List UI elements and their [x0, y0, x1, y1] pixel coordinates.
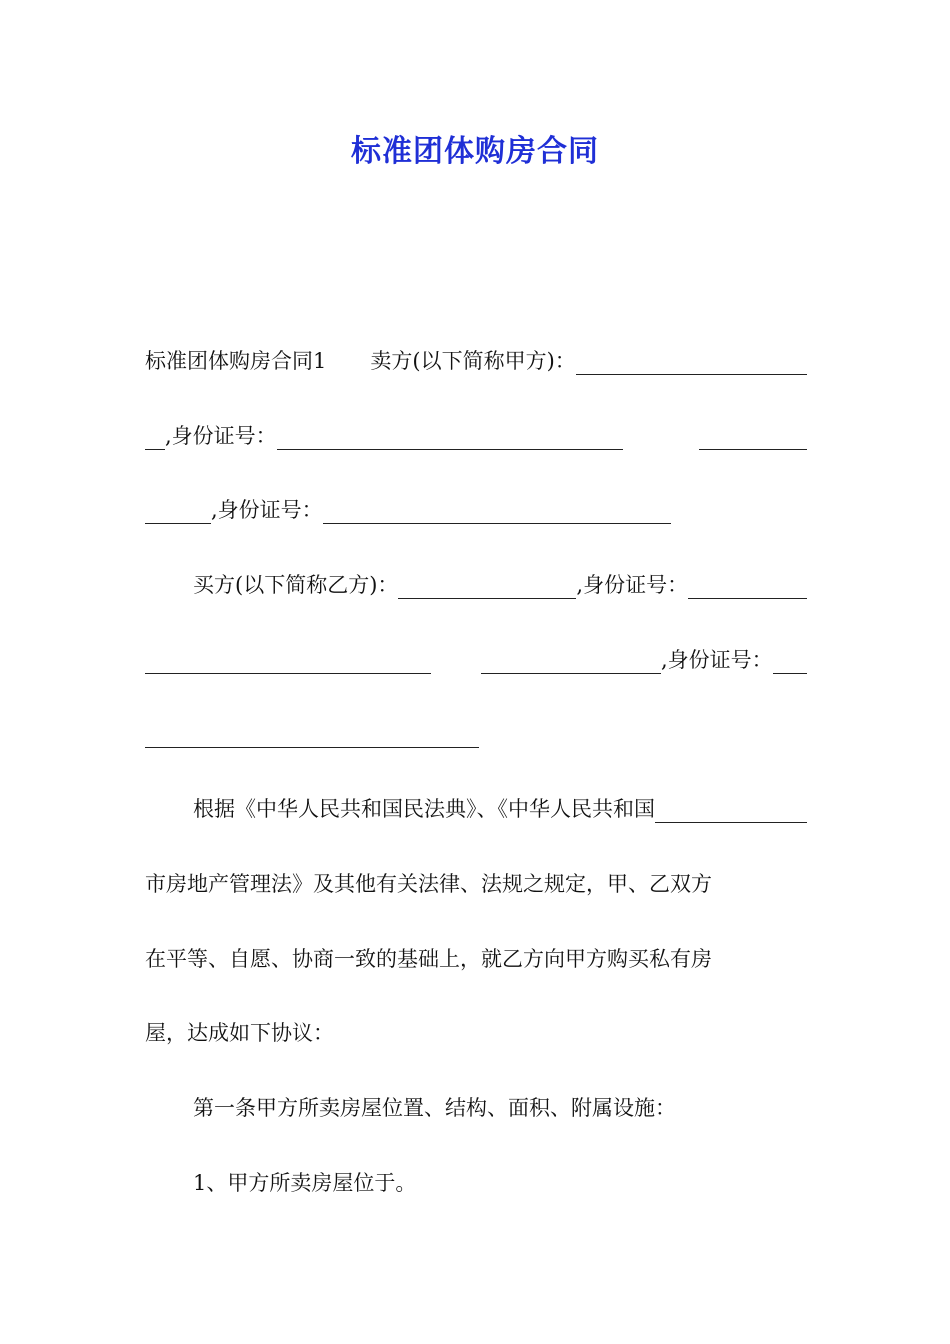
seller-name-blank[interactable]: [576, 348, 807, 375]
seller2-id-blank[interactable]: [323, 497, 671, 524]
buyer-name-blank[interactable]: [398, 572, 576, 599]
para-basis-text3: 在平等、自愿、协商一致的基础上，就乙方向甲方购买私有房: [145, 947, 712, 971]
buyer-id-label: ,身份证号：: [576, 573, 689, 597]
item-1-text: 1、甲方所卖房屋位于。: [193, 1171, 417, 1195]
para-basis-text4: 屋，达成如下协议：: [145, 1021, 334, 1045]
buyer-id-blank[interactable]: [688, 572, 807, 599]
buyer-id-blank-cont[interactable]: [145, 647, 431, 674]
para-basis-line1: [145, 791, 807, 827]
para-basis-text1: 根据《中华人民共和国民法典》、《中华人民共和国: [193, 797, 655, 821]
para-basis-line2: [145, 866, 807, 902]
seller-id-label: ,身份证号：: [165, 424, 277, 448]
document-title: 标准团体购房合同: [351, 134, 599, 169]
article-1-heading: [145, 1090, 807, 1126]
contract-heading-label: 标准团体购房合同1: [145, 349, 327, 373]
seller2-name-blank-cont[interactable]: [145, 497, 211, 524]
city-blank[interactable]: [655, 796, 807, 823]
buyer2-id-label: ,身份证号：: [661, 648, 773, 672]
seller-line: [145, 343, 807, 379]
seller2-name-blank[interactable]: [699, 423, 807, 450]
buyer-label: 买方(以下简称乙方)：: [193, 573, 399, 597]
para-basis-line3: [145, 941, 807, 977]
seller2-id-line: [145, 492, 807, 528]
para-basis-text2: 市房地产管理法》及其他有关法律、法规之规定，甲、乙双方: [145, 872, 712, 896]
seller2-id-label: ,身份证号：: [211, 498, 323, 522]
buyer2-name-blank[interactable]: [481, 647, 661, 674]
article-1-text: 第一条甲方所卖房屋位置、结构、面积、附属设施：: [193, 1096, 676, 1120]
buyer2-id-blank[interactable]: [773, 647, 807, 674]
seller-id-blank[interactable]: [277, 423, 623, 450]
item-1: [145, 1165, 807, 1201]
buyer2-id-blank-cont[interactable]: [145, 721, 479, 748]
buyer2-line: [145, 642, 807, 678]
seller-name-blank-cont[interactable]: [145, 423, 165, 450]
seller-label: 卖方(以下简称甲方)：: [370, 349, 576, 373]
buyer-line: [145, 567, 807, 603]
seller-id-line: [145, 418, 807, 454]
para-basis-line4: [145, 1015, 807, 1051]
buyer2-id-line: [145, 716, 807, 752]
